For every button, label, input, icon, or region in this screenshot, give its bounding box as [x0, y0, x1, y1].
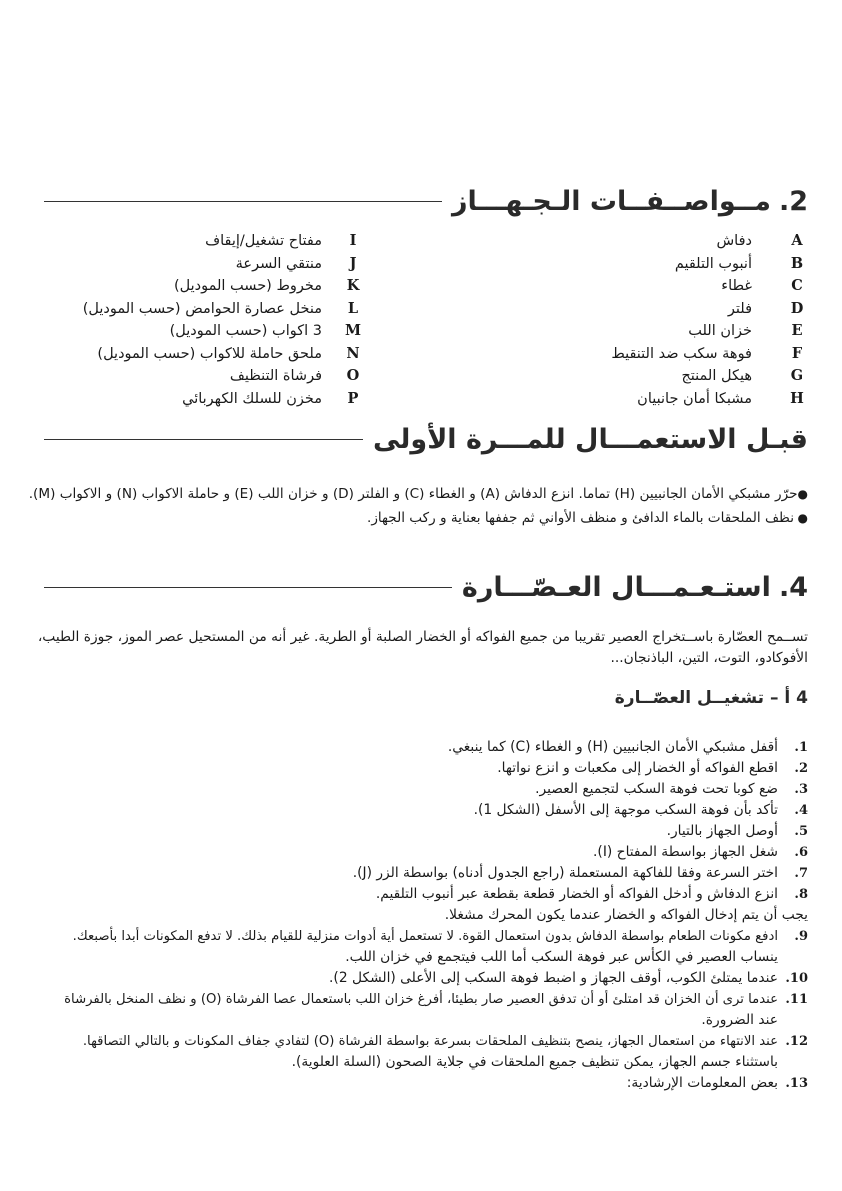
section-title: قبـل الاستعمـــال للمـــرة الأولى	[372, 424, 808, 455]
step-text: بعض المعلومات الإرشادية:	[626, 1075, 778, 1091]
step-item	[32, 758, 808, 779]
spec-item	[418, 322, 808, 345]
spec-item	[418, 345, 808, 368]
spec-item	[418, 390, 808, 413]
spec-item	[34, 300, 364, 323]
step-text: أوصل الجهاز بالتيار.	[666, 823, 778, 839]
section-number: 4.	[778, 572, 808, 603]
spec-list-left	[34, 232, 364, 412]
spec-letter: L	[347, 299, 359, 317]
spec-letter: G	[790, 367, 804, 384]
spec-item	[34, 390, 364, 413]
spec-item	[34, 322, 364, 345]
step-number: 1.	[794, 740, 808, 755]
step-text: ادفع مكونات الطعام بواسطة الدفاش بدون استعمال القوة. لا تستعمل أية أدوات منزلية للقيام بذلك. لا تدفع المكونات أبدا بأصبعك.	[72, 929, 778, 944]
spec-item	[418, 277, 808, 300]
spec-letter: I	[349, 232, 357, 249]
step-text: ينساب العصير في الكأس عبر فوهة السكب أما اللب فيتجمع في خزان اللب.	[345, 949, 778, 965]
step-number: 4.	[794, 803, 808, 818]
spec-label: فرشاة التنظيف	[229, 368, 322, 384]
step-text: شغل الجهاز بواسطة المفتاح (I).	[593, 844, 778, 860]
step-item	[32, 737, 808, 758]
step-number: 11.	[785, 992, 808, 1007]
bullet-dot-icon: ●	[797, 487, 808, 501]
spec-letter: H	[790, 389, 804, 407]
heading-rule	[44, 201, 442, 202]
spec-letter: F	[791, 344, 803, 362]
spec-label: مخزن للسلك الكهربائي	[182, 390, 322, 407]
section-heading-juicer	[34, 572, 808, 603]
step-item	[32, 863, 808, 884]
spec-label: هيكل المنتج	[681, 368, 752, 384]
spec-letter: K	[346, 277, 360, 294]
step-item	[32, 842, 808, 863]
step-text: اختر السرعة وفقا للفاكهة المستعملة (راجع الجدول أدناه) بواسطة الزر (J).	[352, 865, 778, 881]
spec-letter: O	[346, 367, 360, 384]
spec-label: فوهة سكب ضد التنقيط	[611, 345, 752, 362]
step-number: 7.	[794, 866, 808, 881]
spec-label: فلتر	[727, 300, 752, 317]
spec-label: مشبكا أمان جانبيان	[637, 390, 752, 407]
spec-label: خزان اللب	[688, 323, 752, 339]
spec-letter: D	[790, 299, 804, 317]
steps-list	[32, 737, 808, 1094]
step-item	[32, 884, 808, 926]
spec-letter: M	[344, 322, 362, 339]
spec-item	[418, 255, 808, 278]
bullet-text: نظف الملحقات بالماء الدافئ و منظف الأواني ثم جففها بعناية و ركب الجهاز.	[367, 510, 794, 526]
step-text: أقفل مشبكي الأمان الجانبيين (H) و الغطاء (C) كما ينبغي.	[447, 739, 778, 755]
step-text: عندما يمتلئ الكوب، أوقف الجهاز و اضبط فوهة السكب إلى الأعلى (الشكل 2).	[329, 970, 778, 986]
step-number: 8.	[794, 887, 808, 902]
bullet-dot-icon: ●	[797, 511, 808, 525]
step-text: تأكد بأن فوهة السكب موجهة إلى الأسفل (الشكل 1).	[473, 802, 778, 818]
step-text: باستثناء جسم الجهاز، يمكن تنظيف جميع الملحقات في جلاية الصحون (السلة العلوية).	[291, 1054, 778, 1070]
section-title: مــواصــفــات الـجـهـــاز	[451, 186, 771, 217]
step-number: 6.	[794, 845, 808, 860]
step-number: 12.	[785, 1034, 808, 1049]
step-text: عند الضرورة.	[701, 1012, 778, 1028]
step-item	[32, 821, 808, 842]
step-item	[32, 779, 808, 800]
spec-item	[34, 367, 364, 390]
section-number: 2.	[778, 186, 808, 217]
section-heading-first-use	[34, 424, 808, 455]
step-text: انزع الدفاش و أدخل الفواكه أو الخضار قطعة بقطعة عبر أنبوب التلقيم.	[375, 886, 778, 902]
spec-letter: E	[791, 322, 803, 339]
spec-label: مخروط (حسب الموديل)	[173, 278, 322, 294]
spec-label: منخل عصارة الحوامض (حسب الموديل)	[82, 300, 322, 317]
spec-list-right	[418, 232, 808, 412]
subsection-title: 4 أ – تشغيــل العصّــارة	[614, 688, 808, 708]
spec-letter: B	[790, 254, 804, 272]
step-number: 3.	[794, 782, 808, 797]
spec-item	[418, 232, 808, 255]
step-item	[32, 968, 808, 989]
spec-label: غطاء	[721, 278, 752, 294]
spec-label: دفاش	[716, 233, 752, 249]
spec-letter: J	[349, 254, 357, 272]
section-title: استـعـمـــال العـصّـــارة	[461, 572, 771, 603]
step-number: 13.	[785, 1076, 808, 1091]
spec-label: مفتاح تشغيل/إيقاف	[205, 233, 322, 249]
step-number: 9.	[794, 929, 808, 944]
step-item	[32, 926, 808, 968]
intro-paragraph: تســمح العصّارة باســتخراج العصير تقريبا من جميع الفواكه أو الخضار الصلبة أو الطرية. غير أنه من المستحيل عصر الموز، جوزة الطيب، الأفوكادو، التوت، التين، الباذنجان...	[37, 629, 808, 666]
bullet-item	[30, 486, 808, 510]
spec-item	[34, 255, 364, 278]
step-number: 10.	[785, 971, 808, 986]
spec-letter: C	[791, 277, 803, 294]
spec-label: 3 اكواب (حسب الموديل)	[169, 323, 322, 339]
spec-letter: N	[346, 344, 360, 362]
step-item	[32, 989, 808, 1031]
step-text: اقطع الفواكه أو الخضار إلى مكعبات و انزع نواتها.	[497, 760, 778, 776]
step-text: عند الانتهاء من استعمال الجهاز، ينصح بتنظيف الملحقات بسرعة بواسطة الفرشاة (O) لتفادي جفاف المكونات و بالتالي التصاقها.	[82, 1034, 778, 1049]
spec-item	[34, 277, 364, 300]
step-item	[32, 1031, 808, 1073]
section-heading-specs	[34, 186, 808, 217]
first-use-bullets	[30, 486, 808, 534]
step-text: ضع كوبا تحت فوهة السكب لتجميع العصير.	[535, 781, 778, 797]
spec-label: أنبوب التلقيم	[674, 255, 752, 272]
spec-letter: A	[791, 232, 803, 249]
bullet-item	[30, 510, 808, 534]
step-item	[32, 800, 808, 821]
spec-item	[418, 300, 808, 323]
heading-rule	[44, 587, 452, 588]
spec-item	[34, 232, 364, 255]
step-item	[32, 1073, 808, 1094]
step-number: 2.	[794, 761, 808, 776]
heading-rule	[44, 439, 363, 440]
step-text: يجب أن يتم إدخال الفواكه و الخضار عندما يكون المحرك مشغلا.	[444, 907, 808, 923]
spec-item	[418, 367, 808, 390]
step-text: عندما ترى أن الخزان قد امتلئ أو أن تدفق العصير صار بطيئا، أفرغ خزان اللب باستعمال عصا الفرشاة (O) و نظف المنخل بالفرشاة	[64, 992, 778, 1007]
spec-label: ملحق حاملة للاكواب (حسب الموديل)	[97, 345, 322, 362]
spec-label: منتقي السرعة	[235, 255, 322, 272]
spec-item	[34, 345, 364, 368]
step-number: 5.	[794, 824, 808, 839]
bullet-text: حرّر مشبكي الأمان الجانبيين (H) تماما. انزع الدفاش (A) و الغطاء (C) و الفلتر (D) و خزان اللب (E) و حاملة الاكواب (N) و الاكواب (M).	[28, 486, 798, 502]
spec-letter: P	[347, 389, 359, 407]
